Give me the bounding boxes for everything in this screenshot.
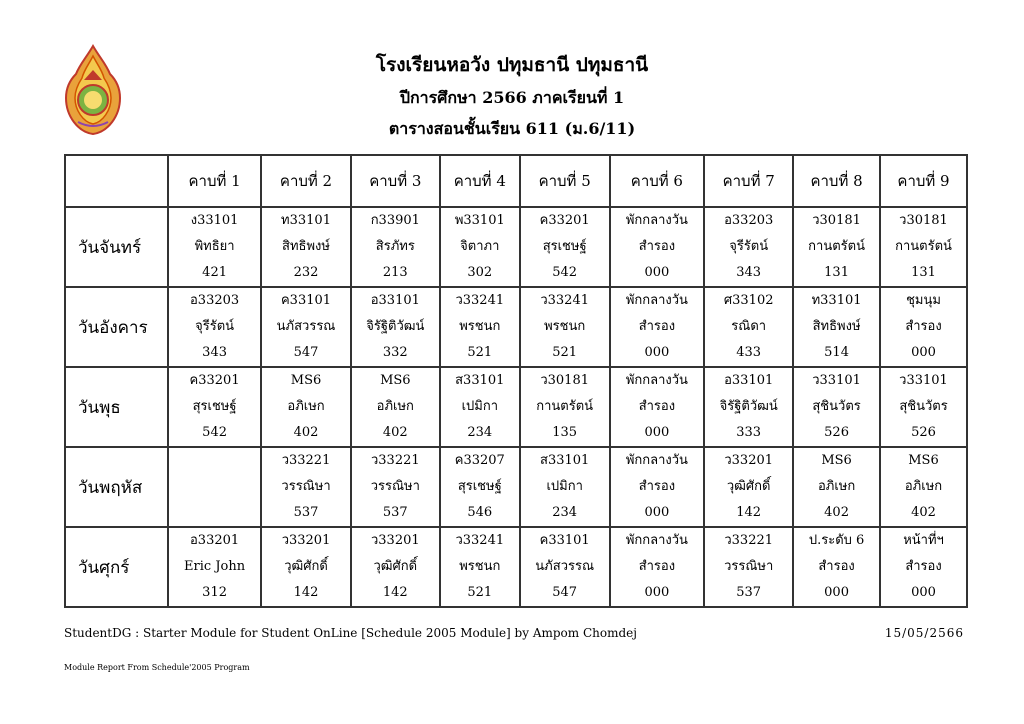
- cell-code: ว33201: [724, 453, 774, 468]
- cell-code: พักกลางวัน: [625, 293, 688, 308]
- schedule-cell: [168, 527, 261, 607]
- footer-credit: StudentDG : Starter Module for Student OnLine [Schedule 2005 Module] by Ampom Chomdej: [64, 626, 637, 640]
- cell-teacher: สิรภัทร: [375, 239, 415, 254]
- cell-room: 234: [467, 425, 493, 440]
- cell-code: ว33201: [281, 533, 331, 548]
- cell-code: ท33101: [281, 213, 331, 228]
- cell-teacher: สุรเชษฐ์: [457, 479, 502, 494]
- table-row: [65, 527, 967, 607]
- schedule-cell: [261, 367, 351, 447]
- schedule-cell: [704, 527, 793, 607]
- cell-room: 000: [644, 505, 670, 520]
- cell-teacher: สุชินวัตร: [812, 399, 861, 414]
- cell-room: 542: [552, 265, 578, 280]
- schedule-cell: [261, 527, 351, 607]
- cell-teacher: สุชินวัตร: [899, 399, 948, 414]
- cell-teacher: จิรัฐิติวัฒน์: [366, 319, 425, 334]
- cell-room: 402: [824, 505, 849, 520]
- cell-room: 135: [552, 425, 578, 440]
- day-label: วันอังคาร: [65, 287, 168, 367]
- period-header: คาบที่ 9: [880, 155, 967, 207]
- period-header: คาบที่ 6: [610, 155, 705, 207]
- schedule-table: [64, 154, 968, 608]
- cell-teacher: อภิเษก: [904, 479, 943, 494]
- cell-teacher: วรรณิษา: [281, 479, 331, 494]
- cell-teacher: วุฒิศักดิ์: [726, 479, 771, 494]
- schedule-cell: [880, 447, 967, 527]
- cell-teacher: พรชนก: [459, 319, 501, 334]
- cell-teacher: จุรีรัตน์: [195, 319, 235, 334]
- cell-room: 000: [644, 585, 670, 600]
- cell-code: ก33901: [370, 213, 420, 228]
- day-label: วันศุกร์: [65, 527, 168, 607]
- cell-code: พักกลางวัน: [625, 213, 688, 228]
- cell-room: 402: [382, 425, 408, 440]
- schedule-cell: [610, 527, 705, 607]
- cell-code: ว33241: [540, 293, 589, 308]
- cell-room: 433: [736, 345, 762, 360]
- cell-code: อ33201: [190, 533, 240, 548]
- cell-room: 547: [293, 345, 319, 360]
- cell-room: 000: [644, 345, 670, 360]
- cell-room: 000: [911, 345, 936, 360]
- schedule-cell: [440, 367, 520, 447]
- cell-code: ชุมนุม: [906, 293, 941, 308]
- cell-code: ป.ระดับ 6: [808, 533, 865, 548]
- cell-room: 537: [293, 505, 319, 520]
- table-row: [65, 207, 967, 287]
- cell-room: 402: [911, 505, 936, 520]
- cell-teacher: เปมิกา: [546, 479, 583, 494]
- schedule-cell: [610, 287, 705, 367]
- term-title: ปีการศึกษา 2566 ภาคเรียนที่ 1: [399, 88, 625, 107]
- cell-code: ค33201: [189, 373, 240, 388]
- cell-room: 000: [824, 585, 849, 600]
- cell-teacher: พรชนก: [544, 319, 586, 334]
- cell-room: 526: [824, 425, 849, 440]
- cell-teacher: วุฒิศักดิ์: [373, 559, 418, 574]
- schedule-cell: [610, 447, 705, 527]
- cell-teacher: อภิเษก: [287, 399, 325, 414]
- cell-teacher: จิตาภา: [460, 239, 500, 254]
- cell-teacher: สิทธิพงษ์: [282, 239, 330, 254]
- period-header: คาบที่ 7: [704, 155, 793, 207]
- period-header: คาบที่ 3: [351, 155, 440, 207]
- schedule-cell: [261, 447, 351, 527]
- cell-teacher: อภิเษก: [376, 399, 414, 414]
- schedule-cell: [793, 287, 880, 367]
- cell-teacher: สุรเชษฐ์: [192, 399, 237, 414]
- schedule-cell: [704, 447, 793, 527]
- cell-room: 234: [552, 505, 578, 520]
- table-row: [65, 367, 967, 447]
- schedule-cell: [793, 527, 880, 607]
- cell-code: อ33203: [190, 293, 240, 308]
- schedule-cell: [520, 527, 610, 607]
- cell-room: 232: [293, 265, 319, 280]
- cell-room: 131: [911, 265, 936, 280]
- cell-code: ศ33102: [723, 293, 774, 308]
- cell-code: ค33101: [539, 533, 590, 548]
- cell-code: ค33101: [280, 293, 332, 308]
- report-date: 15/05/2566: [884, 626, 964, 640]
- cell-teacher: เปมิกา: [461, 399, 498, 414]
- cell-code: หน้าที่ฯ: [903, 533, 944, 548]
- cell-code: ว33101: [812, 373, 861, 388]
- cell-room: 521: [552, 345, 578, 360]
- schedule-cell: [880, 207, 967, 287]
- cell-code: พักกลางวัน: [625, 373, 688, 388]
- corner-cell: [65, 155, 168, 207]
- schedule-cell: [880, 367, 967, 447]
- cell-room: 514: [824, 345, 849, 360]
- cell-code: ว33221: [281, 453, 331, 468]
- cell-room: 537: [382, 505, 408, 520]
- cell-teacher: พรชนก: [459, 559, 501, 574]
- cell-teacher: จิรัฐิติวัฒน์: [719, 399, 778, 414]
- cell-room: 343: [736, 265, 762, 280]
- cell-teacher: สำรอง: [905, 559, 942, 574]
- schedule-cell: [793, 367, 880, 447]
- schedule-cell: [168, 447, 261, 527]
- schedule-cell: [520, 447, 610, 527]
- schedule-cell: [351, 527, 440, 607]
- schedule-cell: [351, 367, 440, 447]
- day-label: วันจันทร์: [65, 207, 168, 287]
- cell-code: ว33221: [724, 533, 774, 548]
- cell-teacher: กานตรัตน์: [536, 399, 594, 414]
- cell-code: ส33101: [540, 453, 590, 468]
- cell-teacher: สำรอง: [818, 559, 855, 574]
- cell-teacher: สำรอง: [905, 319, 942, 334]
- cell-room: 000: [644, 265, 670, 280]
- schedule-cell: [168, 287, 261, 367]
- period-header: คาบที่ 1: [168, 155, 261, 207]
- schedule-cell: [610, 367, 705, 447]
- cell-code: MS6: [290, 373, 322, 388]
- cell-code: ว30181: [812, 213, 861, 228]
- cell-teacher: Eric John: [184, 559, 246, 574]
- cell-code: พักกลางวัน: [625, 453, 688, 468]
- cell-teacher: จุรีรัตน์: [729, 239, 769, 254]
- period-header: คาบที่ 8: [793, 155, 880, 207]
- cell-teacher: กานตรัตน์: [895, 239, 952, 254]
- cell-room: 547: [552, 585, 578, 600]
- schedule-cell: [520, 367, 610, 447]
- table-row: [65, 447, 967, 527]
- schedule-cell: [440, 287, 520, 367]
- cell-room: 142: [382, 585, 408, 600]
- schedule-cell: [351, 287, 440, 367]
- cell-room: 142: [736, 505, 762, 520]
- cell-code: MS6: [821, 453, 852, 468]
- schedule-cell: [440, 447, 520, 527]
- cell-room: 402: [293, 425, 319, 440]
- schedule-cell: [351, 207, 440, 287]
- cell-code: อ33101: [724, 373, 774, 388]
- schedule-cell: [880, 527, 967, 607]
- cell-code: ว30181: [540, 373, 589, 388]
- cell-code: พักกลางวัน: [625, 533, 688, 548]
- schedule-cell: [704, 207, 793, 287]
- cell-code: อ33101: [370, 293, 420, 308]
- cell-room: 000: [911, 585, 936, 600]
- cell-teacher: วุฒิศักดิ์: [284, 559, 328, 574]
- cell-teacher: รณิดา: [731, 319, 767, 334]
- schedule-cell: [261, 287, 351, 367]
- schedule-cell: [168, 367, 261, 447]
- period-header: คาบที่ 4: [440, 155, 520, 207]
- cell-code: ง33101: [190, 213, 239, 228]
- cell-teacher: กานตรัตน์: [808, 239, 865, 254]
- cell-code: ว33221: [370, 453, 420, 468]
- cell-teacher: สำรอง: [638, 559, 676, 574]
- cell-teacher: สุรเชษฐ์: [542, 239, 587, 254]
- cell-room: 302: [467, 265, 493, 280]
- schedule-cell: [610, 207, 705, 287]
- cell-code: ว33201: [370, 533, 420, 548]
- cell-code: ว33101: [899, 373, 948, 388]
- cell-teacher: พิทธิยา: [194, 239, 235, 254]
- schedule-cell: [793, 207, 880, 287]
- cell-room: 312: [202, 585, 227, 600]
- header-row: [65, 155, 967, 207]
- cell-teacher: สิทธิพงษ์: [812, 319, 861, 334]
- schedule-cell: [704, 287, 793, 367]
- schedule-cell: [351, 447, 440, 527]
- cell-teacher: สำรอง: [638, 479, 676, 494]
- schedule-cell: [261, 207, 351, 287]
- cell-room: 521: [467, 585, 493, 600]
- report-note: Module Report From Schedule'2005 Program: [64, 663, 250, 672]
- cell-room: 421: [202, 265, 227, 280]
- cell-room: 131: [824, 265, 849, 280]
- schedule-cell: [440, 207, 520, 287]
- cell-room: 537: [736, 585, 762, 600]
- cell-room: 546: [467, 505, 493, 520]
- schedule-cell: [520, 207, 610, 287]
- table-row: [65, 287, 967, 367]
- period-header: คาบที่ 5: [520, 155, 610, 207]
- schedule-cell: [440, 527, 520, 607]
- schedule-title: ตารางสอนชั้นเรียน 611 (ม.6/11): [388, 119, 636, 138]
- footer: [64, 626, 964, 640]
- schedule-cell: [704, 367, 793, 447]
- schedule-cell: [168, 207, 261, 287]
- cell-teacher: วรรณิษา: [724, 559, 774, 574]
- day-label: วันพฤหัส: [65, 447, 168, 527]
- school-title: โรงเรียนหอวัง ปทุมธานี ปทุมธานี: [375, 54, 649, 76]
- cell-teacher: สำรอง: [638, 399, 676, 414]
- cell-teacher: นภัสวรรณ: [535, 559, 595, 574]
- cell-code: ส33101: [455, 373, 505, 388]
- cell-teacher: สำรอง: [638, 319, 676, 334]
- cell-teacher: สำรอง: [638, 239, 676, 254]
- cell-room: 526: [911, 425, 936, 440]
- schedule-cell: [520, 287, 610, 367]
- day-label: วันพุธ: [65, 367, 168, 447]
- cell-teacher: วรรณิษา: [370, 479, 420, 494]
- cell-room: 213: [382, 265, 408, 280]
- cell-room: 142: [293, 585, 319, 600]
- cell-code: อ33203: [724, 213, 774, 228]
- cell-code: ค33201: [539, 213, 590, 228]
- cell-code: ท33101: [811, 293, 862, 308]
- cell-code: ว30181: [899, 213, 948, 228]
- cell-room: 332: [382, 345, 408, 360]
- schedule-cell: [793, 447, 880, 527]
- cell-code: พ33101: [454, 213, 505, 228]
- cell-code: MS6: [908, 453, 939, 468]
- cell-teacher: อภิเษก: [817, 479, 856, 494]
- cell-room: 333: [736, 425, 762, 440]
- period-header: คาบที่ 2: [261, 155, 351, 207]
- cell-code: ค33207: [454, 453, 505, 468]
- cell-room: 542: [202, 425, 227, 440]
- cell-room: 521: [467, 345, 493, 360]
- cell-code: ว33241: [455, 533, 505, 548]
- schedule-cell: [880, 287, 967, 367]
- cell-room: 000: [644, 425, 670, 440]
- cell-teacher: นภัสวรรณ: [276, 319, 336, 334]
- cell-code: MS6: [380, 373, 411, 388]
- cell-code: ว33241: [455, 293, 505, 308]
- cell-room: 343: [202, 345, 227, 360]
